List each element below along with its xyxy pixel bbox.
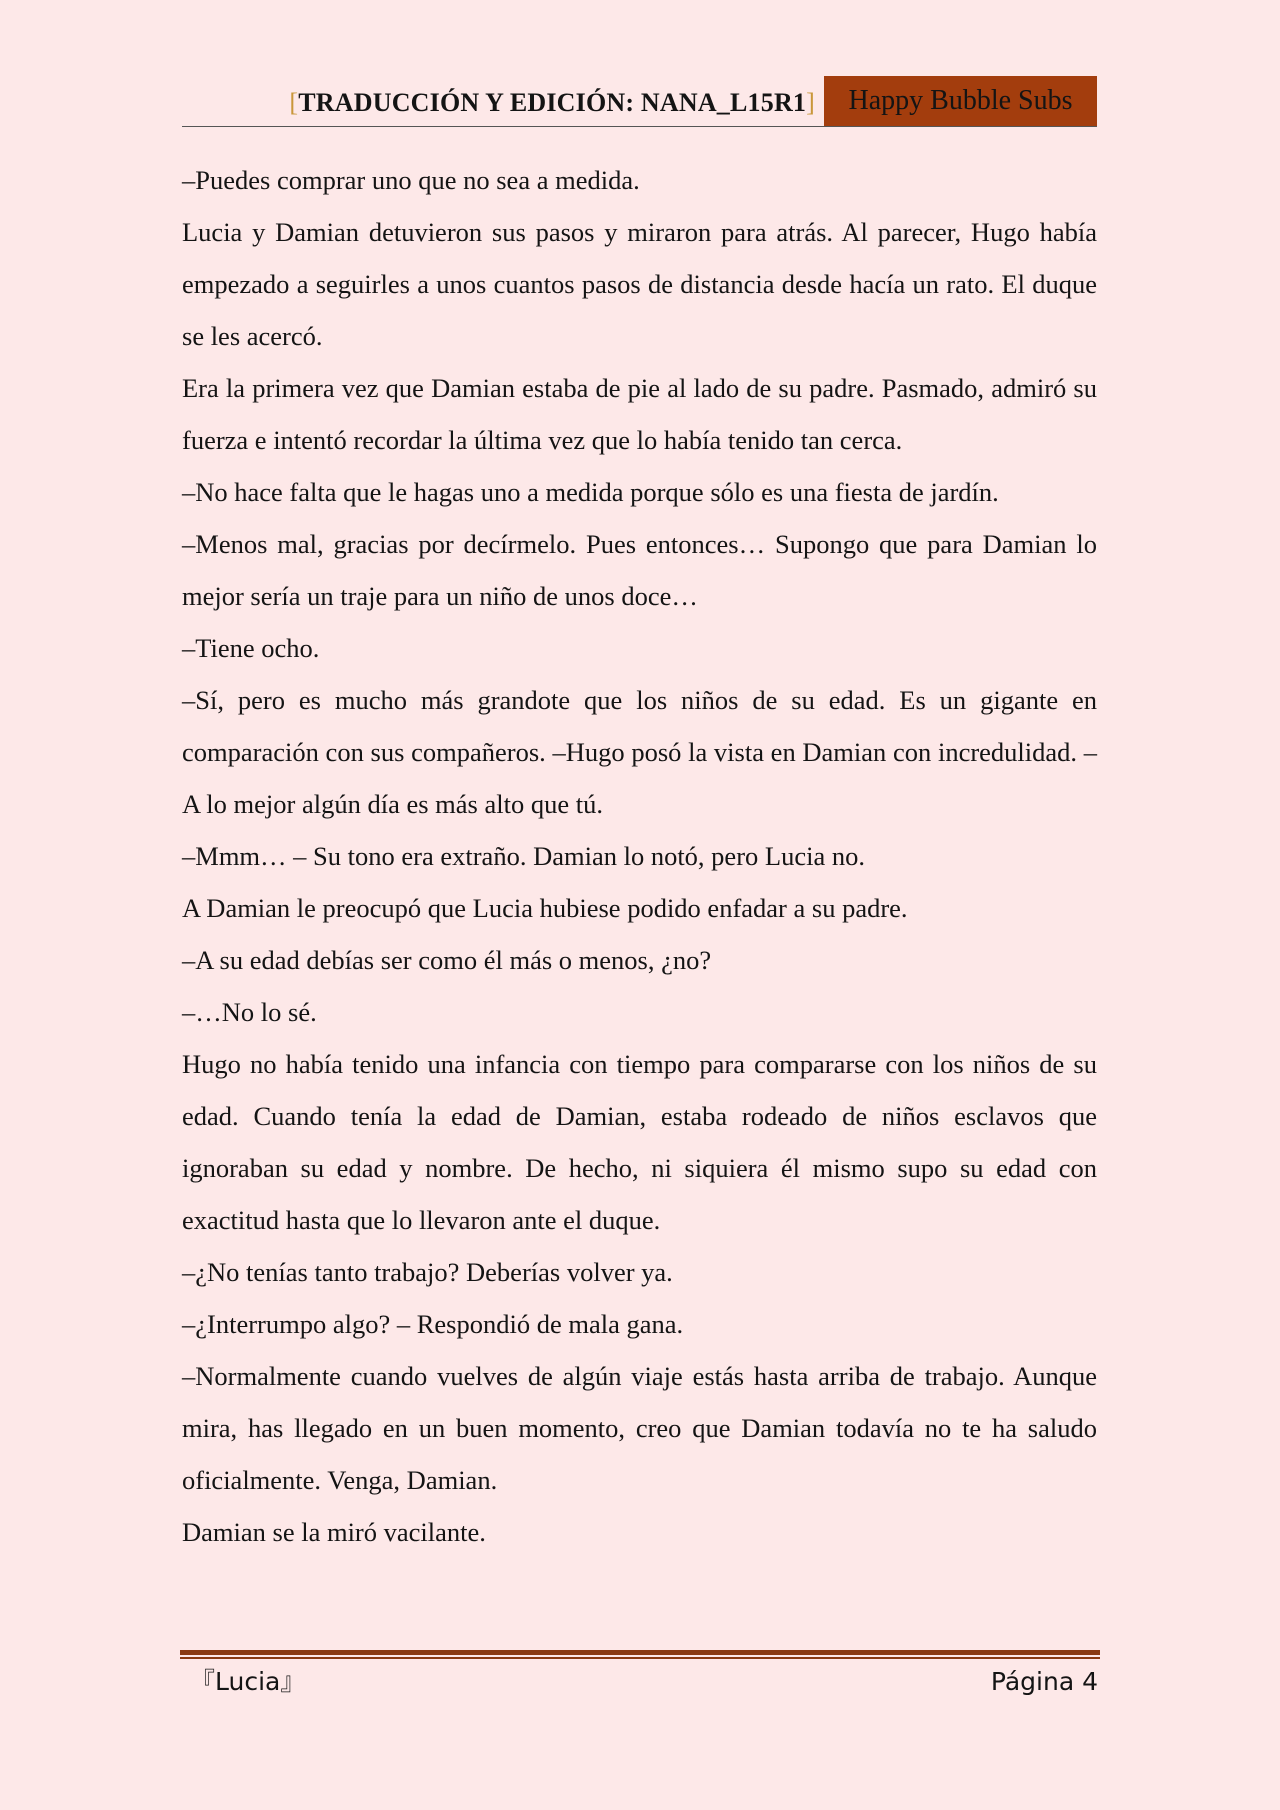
paragraph: Era la primera vez que Damian estaba de pie al lado de su padre. Pasmado, admiró su fuerza e intentó recordar la última vez que lo había tenido tan cerca. xyxy=(182,373,1097,455)
paragraph: Damian se la miró vacilante. xyxy=(182,1517,486,1547)
paragraph: –Sí, pero es mucho más grandote que los niños de su edad. Es un gigante en comparación con sus compañeros. –Hugo posó la vista en Damian con incredulidad. – A lo mejor algún día es más alto que tú. xyxy=(182,685,1097,819)
paragraph: Hugo no había tenido una infancia con tiempo para compararse con los niños de su edad. Cuando tenía la edad de Damian, estaba rodeado de niños esclavos que ignoraban su edad y nombre. De hecho, ni siquiera él mismo supo su edad con exactitud hasta que lo llevaron ante el duque. xyxy=(182,1049,1097,1235)
group-name-banner: Happy Bubble Subs xyxy=(824,76,1097,126)
footer-rule-thick xyxy=(180,1650,1100,1655)
footer-book-title: 『Lucia』 xyxy=(190,1667,306,1696)
paragraph: –Tiene ocho. xyxy=(182,633,320,663)
paragraph: –Menos mal, gracias por decírmelo. Pues entonces… Supongo que para Damian lo mejor sería un traje para un niño de unos doce… xyxy=(182,529,1097,611)
paragraph: –¿Interrumpo algo? – Respondió de mala gana. xyxy=(182,1309,684,1339)
footer-rule-thin xyxy=(180,1657,1100,1659)
footer-page-number: Página 4 xyxy=(990,1667,1098,1696)
paragraph: Lucia y Damian detuvieron sus pasos y miraron para atrás. Al parecer, Hugo había empezado a seguirles a unos cuantos pasos de distancia desde hacía un rato. El duque se les acercó. xyxy=(182,217,1097,351)
paragraph: –A su edad debías ser como él más o menos, ¿no? xyxy=(182,945,712,975)
paragraph: –No hace falta que le hagas uno a medida porque sólo es una fiesta de jardín. xyxy=(182,477,999,507)
credit-text: TRADUCCIÓN Y EDICIÓN: NANA_L15R1 xyxy=(298,88,807,117)
paragraph: A Damian le preocupó que Lucia hubiese podido enfadar a su padre. xyxy=(182,893,908,923)
page-body xyxy=(182,154,1097,1558)
paragraph: –Puedes comprar uno que no sea a medida. xyxy=(182,165,640,195)
credit-close-bracket: ] xyxy=(806,88,815,117)
paragraph: –¿No tenías tanto trabajo? Deberías volver ya. xyxy=(182,1257,673,1287)
paragraph: –Normalmente cuando vuelves de algún viaje estás hasta arriba de trabajo. Aunque mira, has llegado en un buen momento, creo que Damian todavía no te ha saludo oficialmente. Venga, Damian. xyxy=(182,1361,1097,1495)
paragraph: –…No lo sé. xyxy=(182,997,317,1027)
translation-credit xyxy=(289,88,815,118)
paragraph: –Mmm… – Su tono era extraño. Damian lo notó, pero Lucia no. xyxy=(182,841,865,871)
page-header xyxy=(182,76,1097,127)
credit-open-bracket: [ xyxy=(289,88,299,117)
